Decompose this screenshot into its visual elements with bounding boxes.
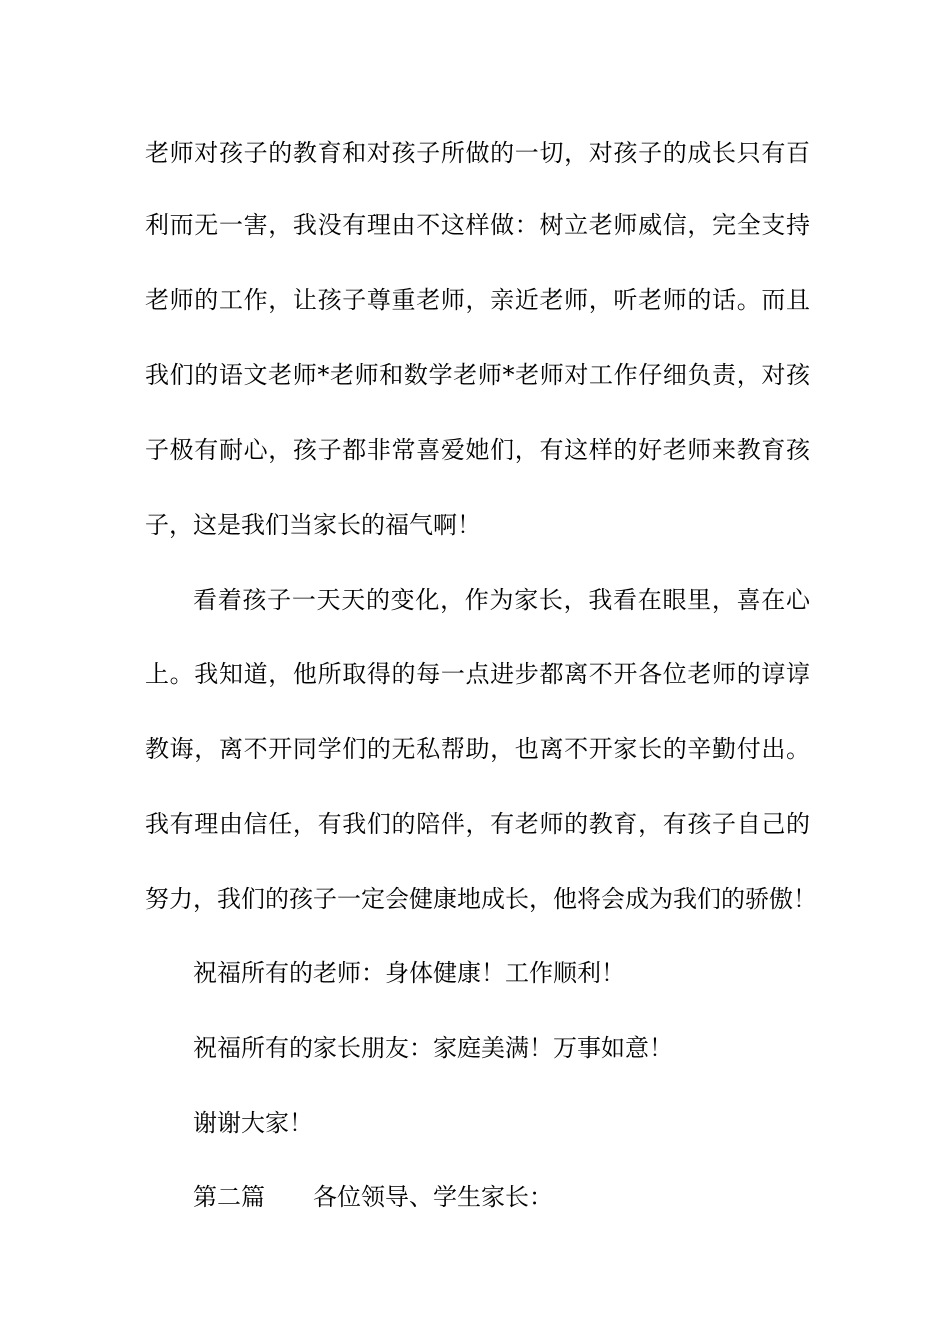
wish-parents: 祝福所有的家长朋友：家庭美满！万事如意！ — [193, 1034, 673, 1062]
paragraph-1-line-4: 我们的语文老师*老师和数学老师*老师对工作仔细负责，对孩 — [145, 361, 810, 389]
thanks-line: 谢谢大家！ — [193, 1109, 313, 1137]
paragraph-1-line-2: 利而无一害，我没有理由不这样做：树立老师威信，完全支持 — [145, 211, 810, 239]
wish-teachers: 祝福所有的老师：身体健康！工作顺利！ — [193, 959, 625, 987]
paragraph-1-line-6: 子，这是我们当家长的福气啊！ — [145, 511, 481, 539]
paragraph-2-line-5: 努力，我们的孩子一定会健康地成长，他将会成为我们的骄傲！ — [145, 885, 817, 913]
paragraph-2-line-4: 我有理由信任，有我们的陪伴，有老师的教育，有孩子自己的 — [145, 810, 810, 838]
paragraph-1-line-3: 老师的工作，让孩子尊重老师，亲近老师，听老师的话。而且 — [145, 286, 810, 314]
section-greeting: 各位领导、学生家长： — [313, 1183, 553, 1211]
paragraph-2-line-3: 教诲，离不开同学们的无私帮助，也离不开家长的辛勤付出。 — [145, 735, 810, 763]
paragraph-2-line-1: 看着孩子一天天的变化，作为家长，我看在眼里，喜在心 — [193, 586, 810, 614]
section-label: 第二篇 — [193, 1183, 265, 1211]
paragraph-1-line-5: 子极有耐心，孩子都非常喜爱她们，有这样的好老师来教育孩 — [145, 436, 810, 464]
section-heading — [193, 1182, 810, 1212]
paragraph-2-line-2: 上。我知道，他所取得的每一点进步都离不开各位老师的谆谆 — [145, 660, 810, 688]
paragraph-1-line-1: 老师对孩子的教育和对孩子所做的一切，对孩子的成长只有百 — [145, 139, 810, 167]
